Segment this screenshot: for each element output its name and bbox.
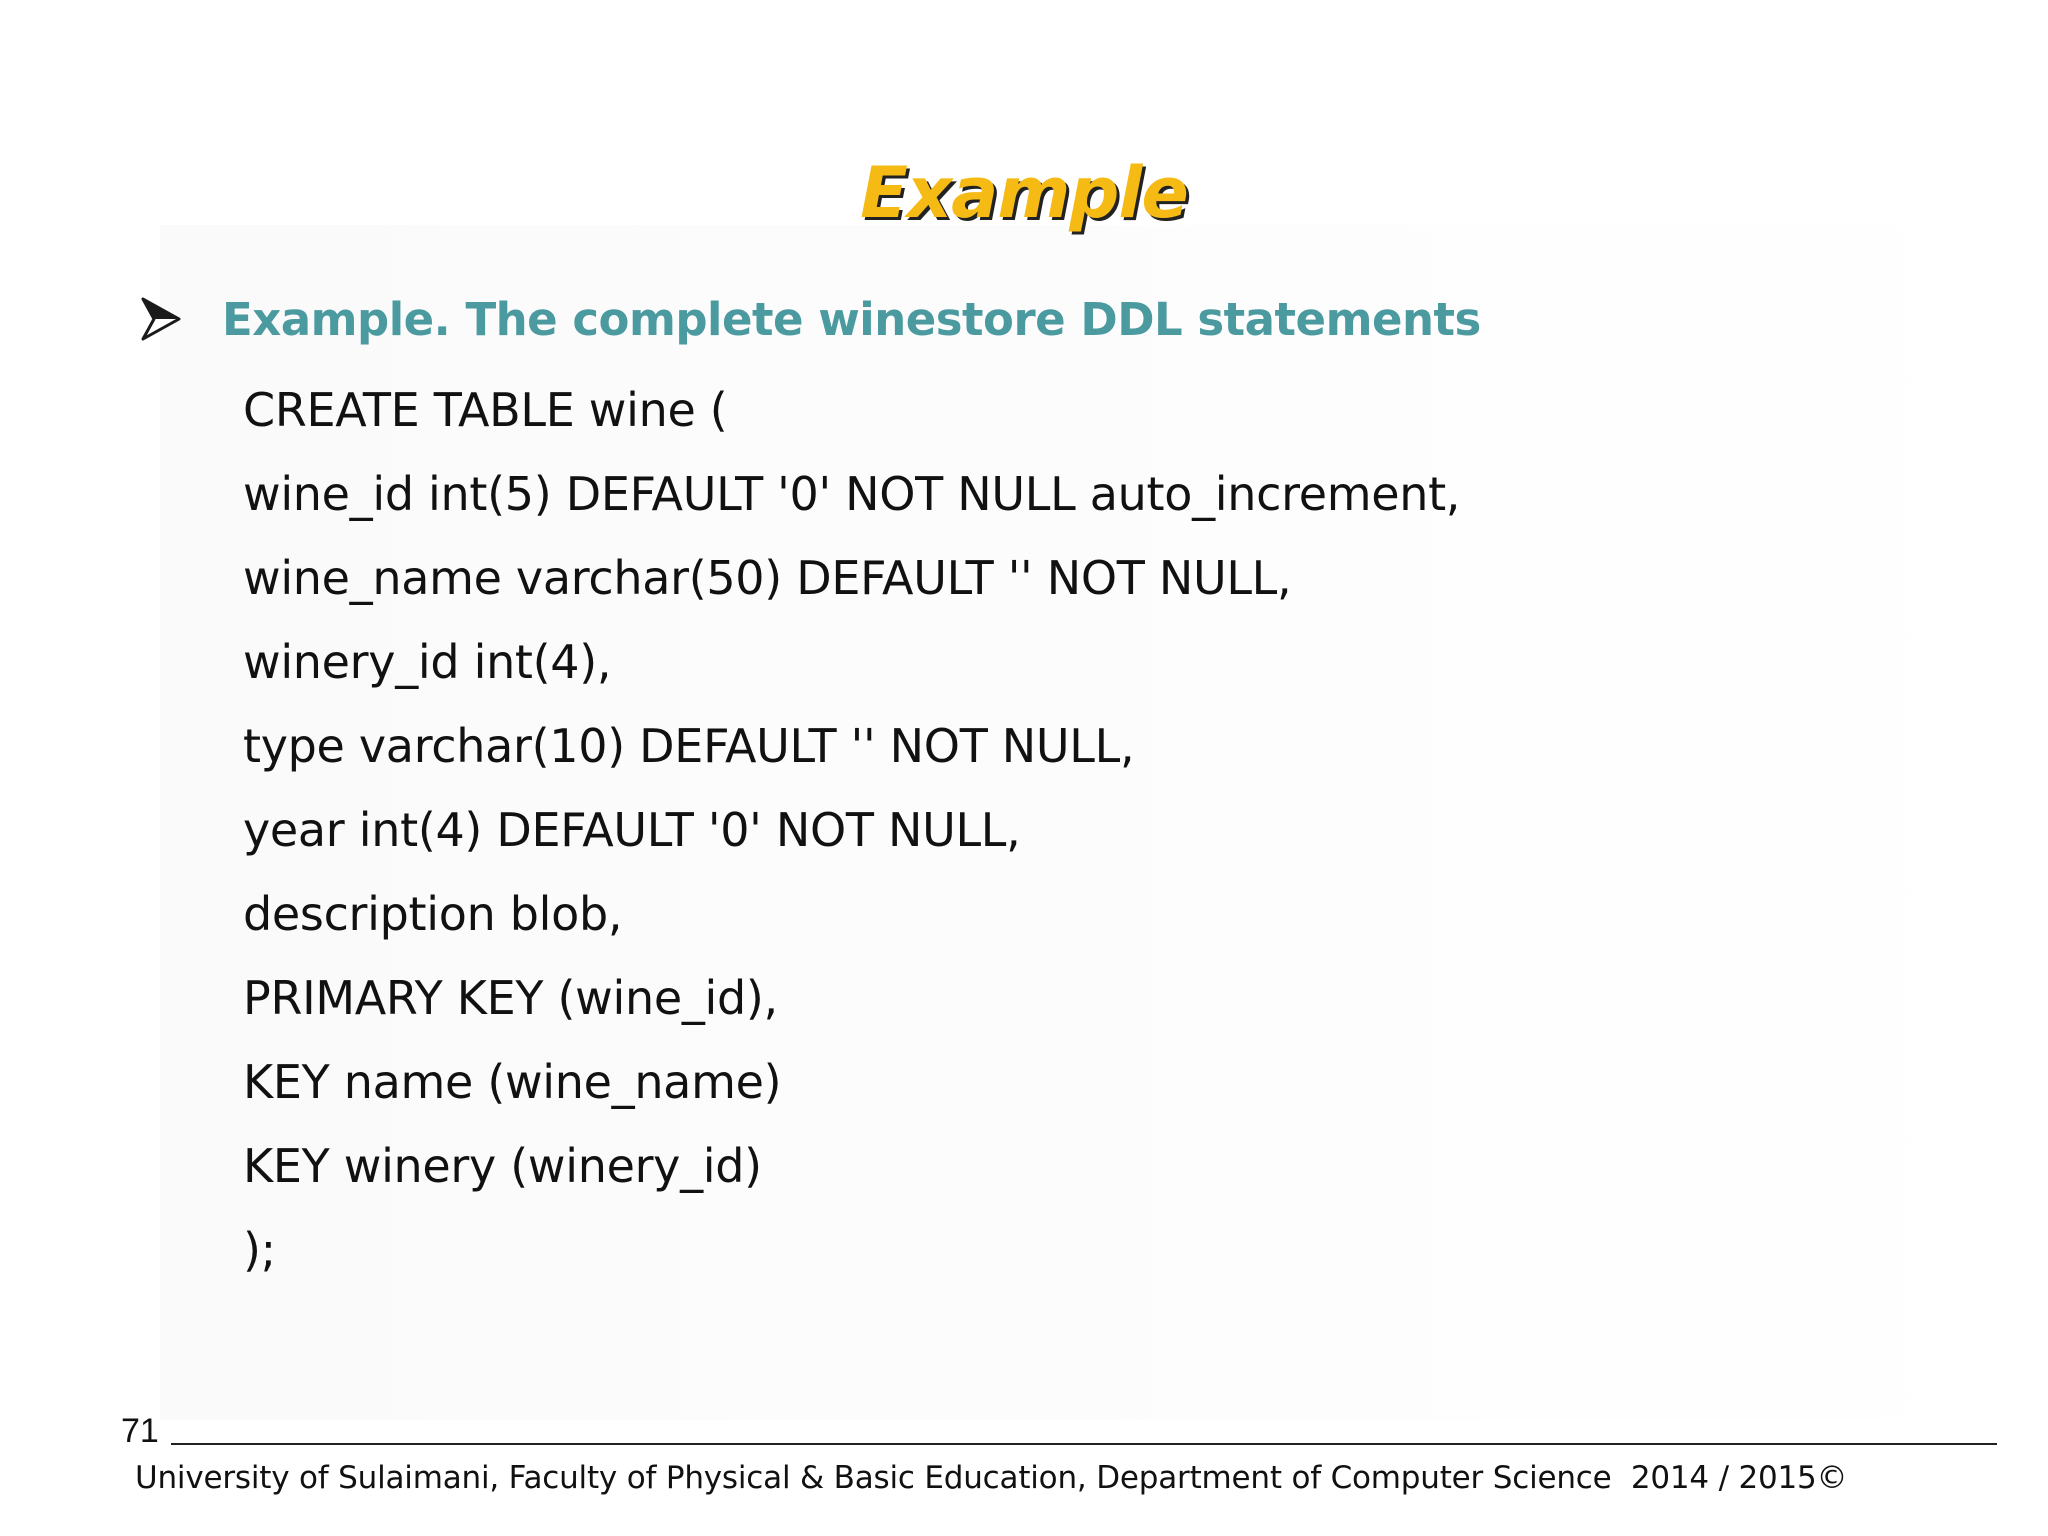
- code-line: PRIMARY KEY (wine_id),: [243, 971, 778, 1025]
- code-line: CREATE TABLE wine (: [243, 383, 728, 437]
- ddl-code-block: [243, 368, 1460, 1292]
- footer-credit: University of Sulaimani, Faculty of Physical & Basic Education, Department of Computer Science 2014 / 2015©: [135, 1460, 1848, 1496]
- code-line: year int(4) DEFAULT '0' NOT NULL,: [243, 803, 1021, 857]
- code-line: type varchar(10) DEFAULT '' NOT NULL,: [243, 719, 1135, 773]
- bullet-text: Example. The complete winestore DDL statements: [222, 292, 1481, 346]
- arrowhead-bullet-icon: [140, 296, 182, 342]
- code-line: description blob,: [243, 887, 623, 941]
- bullet-item: [140, 284, 1481, 354]
- page-number: 71: [121, 1412, 159, 1450]
- code-line: winery_id int(4),: [243, 635, 612, 689]
- code-line: );: [243, 1223, 276, 1277]
- code-line: wine_name varchar(50) DEFAULT '' NOT NULL,: [243, 551, 1292, 605]
- code-line: wine_id int(5) DEFAULT '0' NOT NULL auto_increment,: [243, 467, 1461, 521]
- code-line: KEY winery (winery_id): [243, 1139, 762, 1193]
- footer-divider: [171, 1443, 1997, 1445]
- code-line: KEY name (wine_name): [243, 1055, 782, 1109]
- slide-title: Example: [860, 152, 1188, 234]
